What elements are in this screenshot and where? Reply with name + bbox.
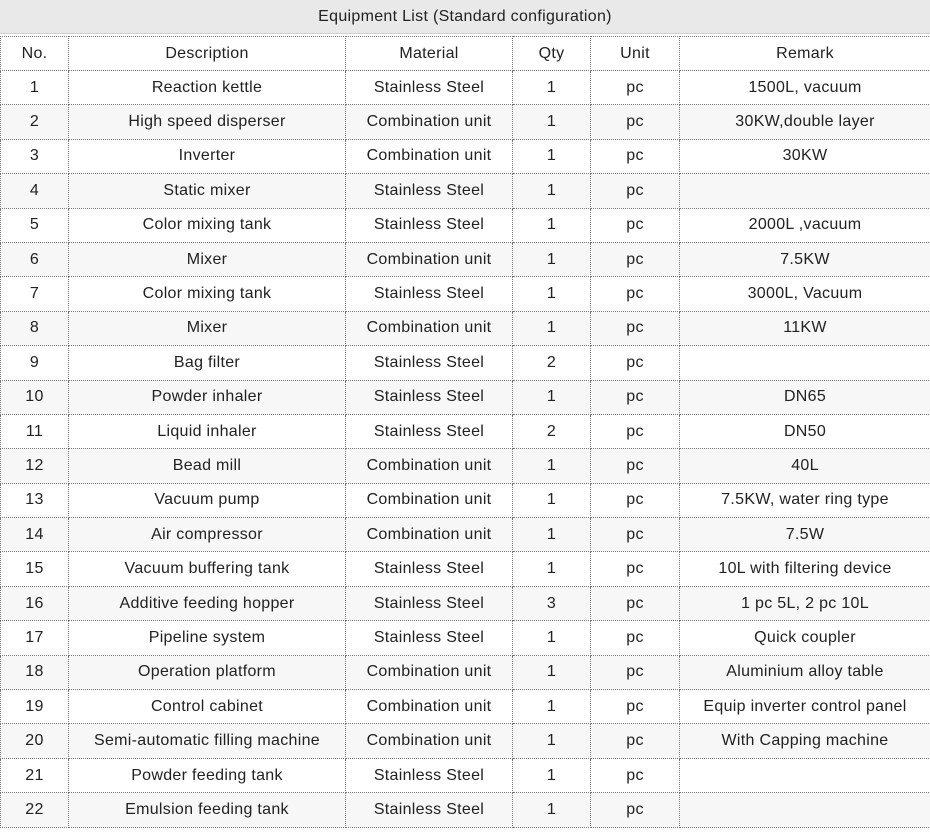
- header-description: Description: [69, 37, 346, 71]
- cell-description: Liquid inhaler: [69, 414, 346, 448]
- cell-unit: pc: [591, 724, 680, 758]
- cell-unit: pc: [591, 586, 680, 620]
- table-row: [1, 380, 930, 414]
- cell-remark: Aluminium alloy table: [680, 655, 930, 689]
- cell-unit: pc: [591, 518, 680, 552]
- cell-no: 9: [1, 346, 69, 380]
- cell-no: 15: [1, 552, 69, 586]
- cell-material: Stainless Steel: [346, 793, 513, 827]
- table-row: [1, 277, 930, 311]
- table-row: [1, 483, 930, 517]
- cell-no: 10: [1, 380, 69, 414]
- cell-qty: 1: [513, 242, 591, 276]
- cell-remark: [680, 174, 930, 208]
- cell-qty: 1: [513, 724, 591, 758]
- cell-description: Emulsion feeding tank: [69, 793, 346, 827]
- table-row: [1, 208, 930, 242]
- header-material: Material: [346, 37, 513, 71]
- header-unit: Unit: [591, 37, 680, 71]
- cell-material: Stainless Steel: [346, 71, 513, 105]
- cell-unit: pc: [591, 758, 680, 792]
- cell-qty: 1: [513, 690, 591, 724]
- cell-material: Combination unit: [346, 242, 513, 276]
- table-row: [1, 242, 930, 276]
- table-row: [1, 414, 930, 448]
- header-remark: Remark: [680, 37, 930, 71]
- cell-unit: pc: [591, 311, 680, 345]
- table-row: [1, 311, 930, 345]
- cell-qty: 1: [513, 208, 591, 242]
- cell-no: 1: [1, 71, 69, 105]
- cell-qty: 1: [513, 174, 591, 208]
- cell-remark: Equip inverter control panel: [680, 690, 930, 724]
- cell-description: Semi-automatic filling machine: [69, 724, 346, 758]
- cell-material: Combination unit: [346, 655, 513, 689]
- cell-remark: With Capping machine: [680, 724, 930, 758]
- cell-description: Additive feeding hopper: [69, 586, 346, 620]
- cell-unit: pc: [591, 277, 680, 311]
- cell-remark: 7.5W: [680, 518, 930, 552]
- equipment-table: [0, 36, 930, 828]
- cell-description: Powder inhaler: [69, 380, 346, 414]
- cell-remark: 11KW: [680, 311, 930, 345]
- cell-material: Stainless Steel: [346, 174, 513, 208]
- table-row: [1, 174, 930, 208]
- table-row: [1, 346, 930, 380]
- cell-remark: 1 pc 5L, 2 pc 10L: [680, 586, 930, 620]
- cell-material: Stainless Steel: [346, 380, 513, 414]
- cell-unit: pc: [591, 552, 680, 586]
- table-header-row: [1, 37, 930, 71]
- cell-no: 3: [1, 139, 69, 173]
- cell-remark: 2000L ,vacuum: [680, 208, 930, 242]
- cell-material: Combination unit: [346, 690, 513, 724]
- cell-no: 18: [1, 655, 69, 689]
- cell-unit: pc: [591, 483, 680, 517]
- cell-material: Combination unit: [346, 483, 513, 517]
- cell-material: Combination unit: [346, 724, 513, 758]
- table-row: [1, 105, 930, 139]
- cell-unit: pc: [591, 655, 680, 689]
- cell-unit: pc: [591, 208, 680, 242]
- cell-qty: 1: [513, 380, 591, 414]
- cell-qty: 1: [513, 139, 591, 173]
- cell-unit: pc: [591, 71, 680, 105]
- cell-unit: pc: [591, 242, 680, 276]
- table-row: [1, 552, 930, 586]
- cell-no: 8: [1, 311, 69, 345]
- cell-unit: pc: [591, 139, 680, 173]
- cell-qty: 1: [513, 105, 591, 139]
- cell-material: Stainless Steel: [346, 208, 513, 242]
- cell-material: Combination unit: [346, 311, 513, 345]
- header-no: No.: [1, 37, 69, 71]
- cell-no: 16: [1, 586, 69, 620]
- table-row: [1, 621, 930, 655]
- cell-remark: [680, 758, 930, 792]
- cell-description: High speed disperser: [69, 105, 346, 139]
- cell-material: Stainless Steel: [346, 621, 513, 655]
- cell-remark: 1500L, vacuum: [680, 71, 930, 105]
- cell-unit: pc: [591, 346, 680, 380]
- cell-qty: 1: [513, 277, 591, 311]
- cell-no: 13: [1, 483, 69, 517]
- table-row: [1, 139, 930, 173]
- cell-qty: 3: [513, 586, 591, 620]
- cell-no: 20: [1, 724, 69, 758]
- table-title: Equipment List (Standard configuration): [0, 0, 930, 34]
- cell-remark: DN50: [680, 414, 930, 448]
- cell-description: Control cabinet: [69, 690, 346, 724]
- cell-no: 2: [1, 105, 69, 139]
- cell-qty: 1: [513, 552, 591, 586]
- cell-material: Stainless Steel: [346, 277, 513, 311]
- cell-no: 17: [1, 621, 69, 655]
- cell-description: Static mixer: [69, 174, 346, 208]
- cell-unit: pc: [591, 621, 680, 655]
- cell-material: Stainless Steel: [346, 346, 513, 380]
- cell-description: Mixer: [69, 242, 346, 276]
- cell-qty: 1: [513, 71, 591, 105]
- cell-no: 12: [1, 449, 69, 483]
- cell-material: Stainless Steel: [346, 552, 513, 586]
- cell-unit: pc: [591, 414, 680, 448]
- cell-unit: pc: [591, 449, 680, 483]
- cell-material: Stainless Steel: [346, 758, 513, 792]
- cell-qty: 1: [513, 655, 591, 689]
- cell-description: Bag filter: [69, 346, 346, 380]
- cell-remark: 3000L, Vacuum: [680, 277, 930, 311]
- cell-description: Operation platform: [69, 655, 346, 689]
- cell-material: Combination unit: [346, 139, 513, 173]
- table-row: [1, 724, 930, 758]
- cell-remark: 30KW: [680, 139, 930, 173]
- table-body: [1, 71, 930, 828]
- table-row: [1, 71, 930, 105]
- cell-material: Combination unit: [346, 449, 513, 483]
- cell-no: 14: [1, 518, 69, 552]
- cell-material: Stainless Steel: [346, 586, 513, 620]
- cell-description: Air compressor: [69, 518, 346, 552]
- cell-unit: pc: [591, 174, 680, 208]
- table-row: [1, 793, 930, 827]
- cell-description: Bead mill: [69, 449, 346, 483]
- cell-description: Vacuum buffering tank: [69, 552, 346, 586]
- table-row: [1, 690, 930, 724]
- cell-remark: 30KW,double layer: [680, 105, 930, 139]
- cell-qty: 1: [513, 621, 591, 655]
- cell-unit: pc: [591, 380, 680, 414]
- table-row: [1, 449, 930, 483]
- cell-unit: pc: [591, 793, 680, 827]
- cell-remark: [680, 793, 930, 827]
- cell-remark: Quick coupler: [680, 621, 930, 655]
- cell-remark: [680, 346, 930, 380]
- cell-no: 4: [1, 174, 69, 208]
- cell-qty: 2: [513, 346, 591, 380]
- cell-no: 19: [1, 690, 69, 724]
- cell-description: Inverter: [69, 139, 346, 173]
- cell-no: 6: [1, 242, 69, 276]
- header-qty: Qty: [513, 37, 591, 71]
- cell-description: Vacuum pump: [69, 483, 346, 517]
- cell-remark: 7.5KW, water ring type: [680, 483, 930, 517]
- cell-no: 11: [1, 414, 69, 448]
- cell-description: Pipeline system: [69, 621, 346, 655]
- cell-description: Color mixing tank: [69, 208, 346, 242]
- cell-qty: 1: [513, 311, 591, 345]
- cell-remark: 7.5KW: [680, 242, 930, 276]
- cell-no: 7: [1, 277, 69, 311]
- cell-description: Reaction kettle: [69, 71, 346, 105]
- cell-remark: 40L: [680, 449, 930, 483]
- table-row: [1, 655, 930, 689]
- cell-qty: 1: [513, 449, 591, 483]
- cell-description: Color mixing tank: [69, 277, 346, 311]
- cell-no: 22: [1, 793, 69, 827]
- cell-unit: pc: [591, 690, 680, 724]
- table-row: [1, 586, 930, 620]
- table-row: [1, 518, 930, 552]
- cell-unit: pc: [591, 105, 680, 139]
- cell-qty: 2: [513, 414, 591, 448]
- cell-material: Combination unit: [346, 518, 513, 552]
- cell-qty: 1: [513, 483, 591, 517]
- cell-qty: 1: [513, 793, 591, 827]
- table-row: [1, 758, 930, 792]
- cell-no: 21: [1, 758, 69, 792]
- cell-qty: 1: [513, 518, 591, 552]
- cell-qty: 1: [513, 758, 591, 792]
- cell-material: Stainless Steel: [346, 414, 513, 448]
- cell-remark: 10L with filtering device: [680, 552, 930, 586]
- cell-remark: DN65: [680, 380, 930, 414]
- cell-no: 5: [1, 208, 69, 242]
- cell-description: Powder feeding tank: [69, 758, 346, 792]
- cell-description: Mixer: [69, 311, 346, 345]
- cell-material: Combination unit: [346, 105, 513, 139]
